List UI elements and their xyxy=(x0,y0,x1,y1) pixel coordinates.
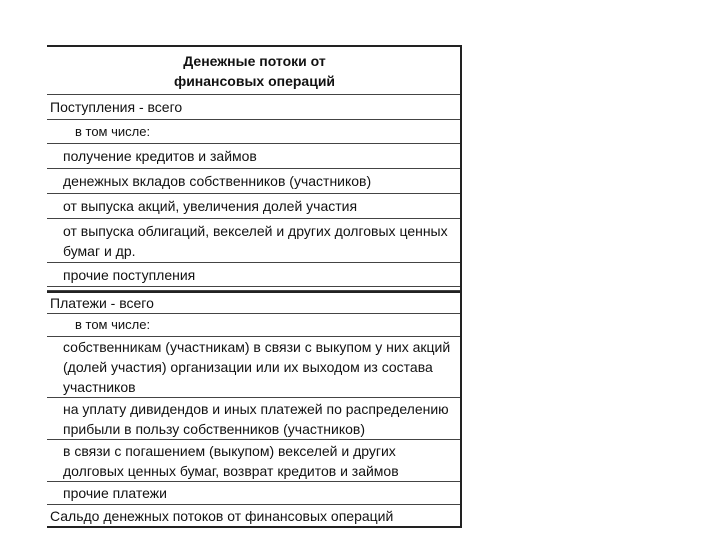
row-label: прочие платежи xyxy=(63,485,167,501)
row-label: в том числе: xyxy=(75,317,151,332)
table-row xyxy=(47,263,462,287)
table-right-border xyxy=(460,45,462,528)
row-label-line-2: (долей участия) организации или их выходом из состава xyxy=(63,359,433,375)
table-row xyxy=(47,482,462,505)
table-row xyxy=(47,144,462,169)
table-row xyxy=(47,398,462,440)
table-row xyxy=(47,120,462,144)
table-row xyxy=(47,337,462,398)
table-row xyxy=(47,169,462,194)
row-label: Поступления - всего xyxy=(50,99,183,115)
row-label-line-1: собственникам (участникам) в связи с выкупом у них акций xyxy=(63,339,451,355)
row-label: в том числе: xyxy=(75,123,151,139)
row-label-line-3: участников xyxy=(63,379,136,395)
row-label: получение кредитов и займов xyxy=(63,148,257,164)
header-line-2: финансовых операций xyxy=(173,73,336,89)
table-row xyxy=(47,219,462,263)
row-label-line-1: на уплату дивидендов и иных платежей по распределению xyxy=(63,400,449,417)
header-line-1: Денежные потоки от xyxy=(183,53,326,69)
row-label: прочие поступления xyxy=(63,266,196,283)
row-label: Платежи - всего xyxy=(50,295,154,311)
row-label-line-1: в связи с погашением (выкупом) векселей и других xyxy=(63,442,396,459)
table-row xyxy=(47,440,462,482)
row-label-line-1: от выпуска облигаций, векселей и других долговых ценных xyxy=(63,222,448,239)
table-header xyxy=(47,45,462,95)
table-row xyxy=(47,194,462,219)
table-row xyxy=(47,291,462,314)
row-label-line-2: прибыли в пользу собственников (участников) xyxy=(63,420,365,437)
row-label: от выпуска акций, увеличения долей участия xyxy=(63,198,358,214)
row-label-line-2: бумаг и др. xyxy=(63,242,136,259)
table-row xyxy=(47,505,462,528)
row-label-line-2: долговых ценных бумаг, возврат кредитов и займов xyxy=(63,462,399,479)
row-label: Сальдо денежных потоков от финансовых операций xyxy=(50,507,394,524)
table-row xyxy=(47,95,462,120)
table-row xyxy=(47,314,462,337)
cash-flow-table xyxy=(47,45,462,528)
row-label: денежных вкладов собственников (участников) xyxy=(63,173,372,189)
